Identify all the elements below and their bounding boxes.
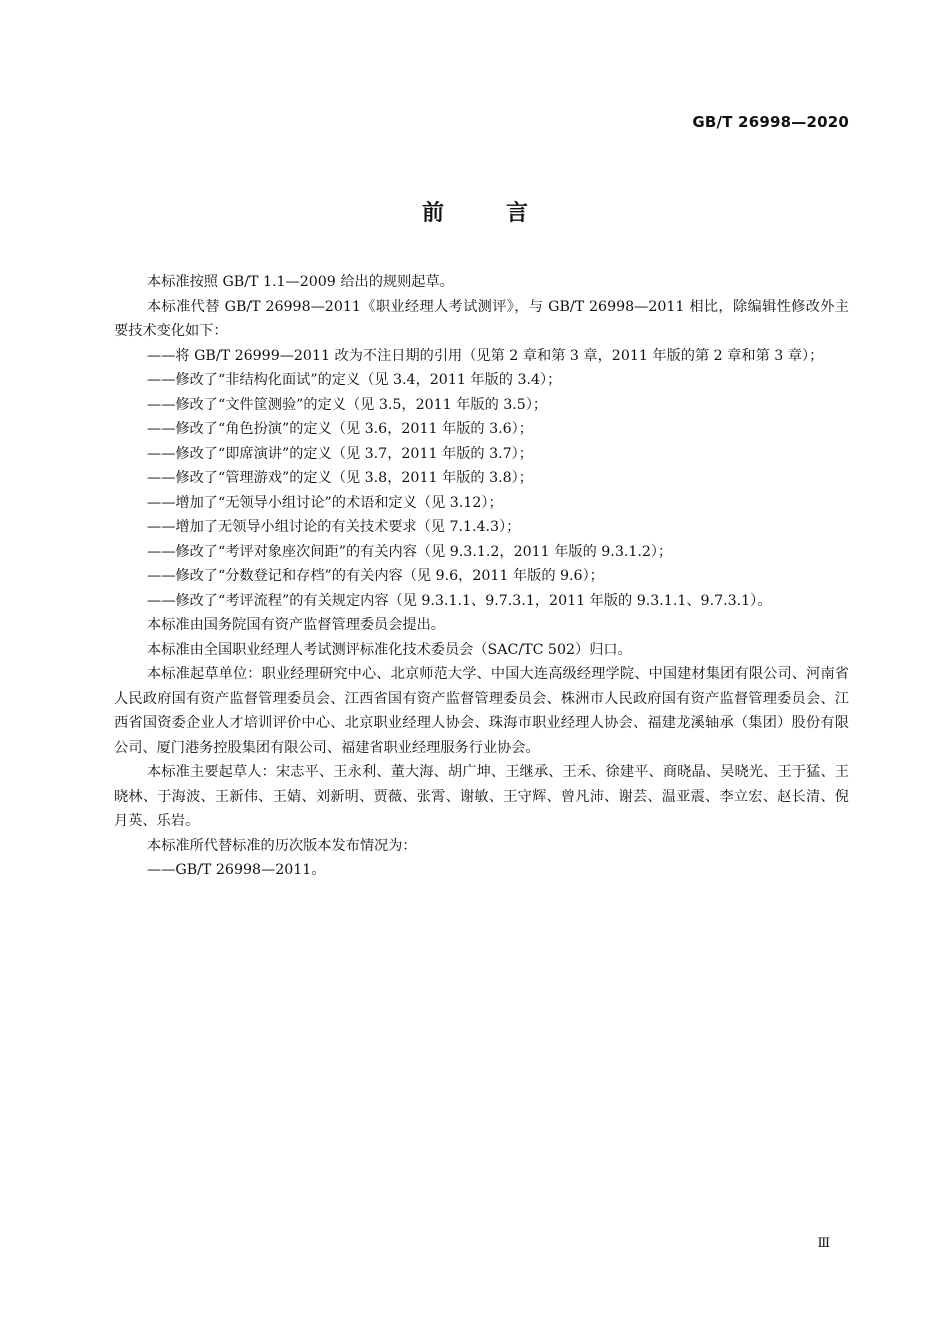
change-item: ——修改了“分数登记和存档”的有关内容（见 9.6，2011 年版的 9.6）； xyxy=(147,568,604,584)
change-item: ——修改了“考评对象座次间距”的有关内容（见 9.3.1.2，2011 年版的 9.3.1.2）； xyxy=(147,543,673,560)
paragraph-drafters: 本标准主要起草人：宋志平、王永利、董大海、胡广坤、王继承、王禾、徐建平、商晓晶、吴晓光、王于猛、王晓林、于海波、王新伟、王婧、刘新明、贾薇、张霄、谢敏、王守辉、曾凡沛、谢芸、温亚震、李立宏、赵长清、倪月英、乐岩。 xyxy=(114,764,849,829)
page-title: 前言 xyxy=(421,201,590,226)
paragraph-committee: 本标准由全国职业经理人考试测评标准化技术委员会（SAC/TC 502）归口。 xyxy=(147,641,632,658)
change-item: ——修改了“即席演讲”的定义（见 3.7，2011 年版的 3.7）； xyxy=(147,445,533,462)
change-item: ——修改了“考评流程”的有关规定内容（见 9.3.1.1、9.7.3.1，2011 年版的 9.3.1.1、9.7.3.1）。 xyxy=(147,592,772,609)
paragraph-history-intro: 本标准所代替标准的历次版本发布情况为： xyxy=(147,837,417,854)
page-number: Ⅲ xyxy=(817,1236,830,1251)
standard-number: GB/T 26998—2020 xyxy=(692,113,849,131)
change-item: ——将 GB/T 26999—2011 改为不注日期的引用（见第 2 章和第 3 章，2011 年版的第 2 章和第 3 章）； xyxy=(147,347,824,364)
change-item: ——修改了“管理游戏”的定义（见 3.8，2011 年版的 3.8）； xyxy=(147,470,533,486)
change-item: ——修改了“角色扮演”的定义（见 3.6，2011 年版的 3.6）； xyxy=(147,421,533,437)
change-item: ——增加了“无领导小组讨论”的术语和定义（见 3.12）； xyxy=(147,494,503,511)
change-item: ——修改了“非结构化面试”的定义（见 3.4，2011 年版的 3.4）； xyxy=(147,372,562,388)
change-item: ——修改了“文件筐测验”的定义（见 3.5，2011 年版的 3.5）； xyxy=(147,396,548,413)
history-item: ——GB/T 26998—2011。 xyxy=(147,862,326,878)
paragraph-drafting-rules: 本标准按照 GB/T 1.1—2009 给出的规则起草。 xyxy=(147,274,454,290)
paragraph-drafting-units: 本标准起草单位：职业经理研究中心、北京师范大学、中国大连高级经理学院、中国建材集团有限公司、河南省人民政府国有资产监督管理委员会、江西省国有资产监督管理委员会、株洲市人民政府国有资产监督管理委员会、江西省国资委企业人才培训评价中心、北京职业经理人协会、珠海市职业经理人协会、福建龙溪轴承（集团）股份有限公司、厦门港务控股集团有限公司、福建省职业经理服务行业协会。 xyxy=(114,666,849,756)
change-item: ——增加了无领导小组讨论的有关技术要求（见 7.1.4.3）； xyxy=(147,519,521,535)
paragraph-proposer: 本标准由国务院国有资产监督管理委员会提出。 xyxy=(147,617,445,633)
foreword-body xyxy=(114,270,849,883)
paragraph-replacement: 本标准代替 GB/T 26998—2011《职业经理人考试测评》，与 GB/T 26998—2011 相比，除编辑性修改外主要技术变化如下： xyxy=(114,298,849,339)
